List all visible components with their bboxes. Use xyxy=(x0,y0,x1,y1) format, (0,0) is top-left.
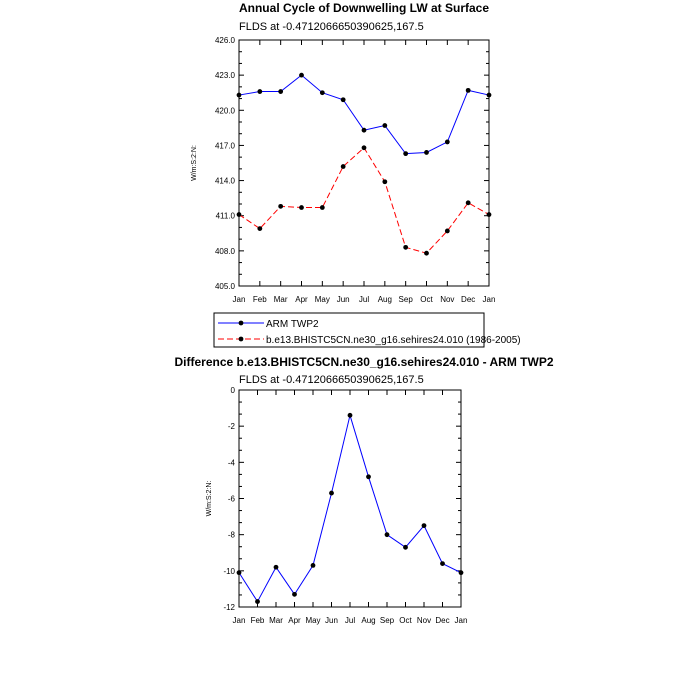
data-point xyxy=(237,212,242,217)
data-point xyxy=(424,150,429,155)
data-point xyxy=(385,532,390,537)
chart-subtitle: FLDS at -0.4712066650390625,167.5 xyxy=(239,21,424,33)
y-tick-label: 411.0 xyxy=(215,211,235,221)
data-point xyxy=(362,128,367,133)
data-point xyxy=(299,205,304,210)
data-point xyxy=(257,226,262,231)
x-tick-label: Jun xyxy=(325,616,338,625)
y-tick-label: 417.0 xyxy=(214,141,235,151)
data-point xyxy=(382,179,387,184)
y-tick-label: 408.0 xyxy=(214,246,235,256)
legend-label: ARM TWP2 xyxy=(266,319,319,330)
x-tick-label: Aug xyxy=(377,295,392,304)
series-line-1 xyxy=(239,75,489,153)
y-tick-label: -6 xyxy=(227,494,235,504)
x-tick-label: Apr xyxy=(288,616,301,625)
y-tick-label: 420.0 xyxy=(214,106,235,116)
chart-2 xyxy=(174,355,553,625)
data-point xyxy=(278,89,283,94)
data-point xyxy=(299,73,304,78)
y-tick-label: -4 xyxy=(227,458,235,468)
legend-label: b.e13.BHISTC5CN.ne30_g16.sehires24.010 (1986-2005) xyxy=(266,335,521,346)
x-tick-label: Nov xyxy=(416,616,432,625)
y-tick-label: 414.0 xyxy=(214,176,235,186)
data-point xyxy=(320,205,325,210)
data-point xyxy=(329,491,334,496)
x-tick-label: Dec xyxy=(435,616,450,625)
chart-1 xyxy=(191,1,521,347)
data-point xyxy=(292,592,297,597)
x-tick-label: Nov xyxy=(440,295,455,304)
data-point xyxy=(311,563,316,568)
data-point xyxy=(445,140,450,145)
x-tick-label: Mar xyxy=(273,295,288,304)
x-tick-label: Jan xyxy=(454,616,468,625)
data-point xyxy=(440,561,445,566)
data-point xyxy=(237,93,242,98)
data-point xyxy=(237,570,242,575)
x-tick-label: Oct xyxy=(420,295,433,304)
legend xyxy=(214,313,521,347)
data-point xyxy=(403,245,408,250)
data-point xyxy=(362,145,367,150)
x-tick-label: May xyxy=(314,295,330,304)
chart-title: Difference b.e13.BHISTC5CN.ne30_g16.sehires24.010 - ARM TWP2 xyxy=(174,355,554,369)
plot-frame xyxy=(239,40,489,286)
data-point xyxy=(487,93,492,98)
y-tick-label: 405.0 xyxy=(214,282,235,291)
data-point xyxy=(487,212,492,217)
x-tick-label: Sep xyxy=(398,295,413,304)
data-point xyxy=(466,88,471,93)
data-point xyxy=(382,123,387,128)
y-tick-label: -12 xyxy=(223,603,235,612)
y-tick-label: -2 xyxy=(227,422,235,432)
x-tick-label: Jan xyxy=(482,295,496,304)
x-tick-label: Jul xyxy=(358,295,370,304)
data-point xyxy=(274,565,279,570)
y-axis-label: W/m:S:2:N: xyxy=(191,145,198,181)
chart-subtitle: FLDS at -0.4712066650390625,167.5 xyxy=(239,374,424,386)
x-tick-label: Mar xyxy=(269,616,283,625)
series-line-1 xyxy=(239,415,461,601)
x-tick-label: Jul xyxy=(344,616,356,625)
data-point xyxy=(459,570,464,575)
data-point xyxy=(466,200,471,205)
x-tick-label: Sep xyxy=(379,616,395,625)
data-point xyxy=(348,413,353,418)
x-tick-label: Apr xyxy=(295,295,308,304)
y-tick-label: 426.0 xyxy=(214,36,235,45)
data-point xyxy=(422,523,427,528)
y-tick-label: -10 xyxy=(223,566,235,576)
data-point xyxy=(255,599,260,604)
data-point xyxy=(366,474,371,479)
x-tick-label: Oct xyxy=(399,616,412,625)
series-line-2 xyxy=(239,148,489,253)
y-tick-label: -8 xyxy=(227,530,235,540)
x-tick-label: May xyxy=(305,616,321,625)
x-tick-label: Jan xyxy=(232,616,246,625)
y-axis-label: W/m:S:2:N: xyxy=(206,480,213,517)
chart-title: Annual Cycle of Downwelling LW at Surface xyxy=(238,1,490,15)
data-point xyxy=(341,164,346,169)
x-tick-label: Feb xyxy=(252,295,267,304)
data-point xyxy=(257,89,262,94)
y-tick-label: 0 xyxy=(230,386,235,395)
x-tick-label: Aug xyxy=(361,616,376,625)
data-point xyxy=(341,97,346,102)
data-point xyxy=(403,151,408,156)
legend-marker xyxy=(239,337,244,342)
x-tick-label: Dec xyxy=(461,295,476,304)
data-point xyxy=(320,90,325,95)
legend-marker xyxy=(239,321,244,326)
data-point xyxy=(403,545,408,550)
data-point xyxy=(278,204,283,209)
x-tick-label: Jun xyxy=(336,295,350,304)
data-point xyxy=(445,229,450,234)
y-tick-label: 423.0 xyxy=(214,71,235,81)
x-tick-label: Feb xyxy=(250,616,265,625)
data-point xyxy=(424,251,429,256)
x-tick-label: Jan xyxy=(232,295,246,304)
